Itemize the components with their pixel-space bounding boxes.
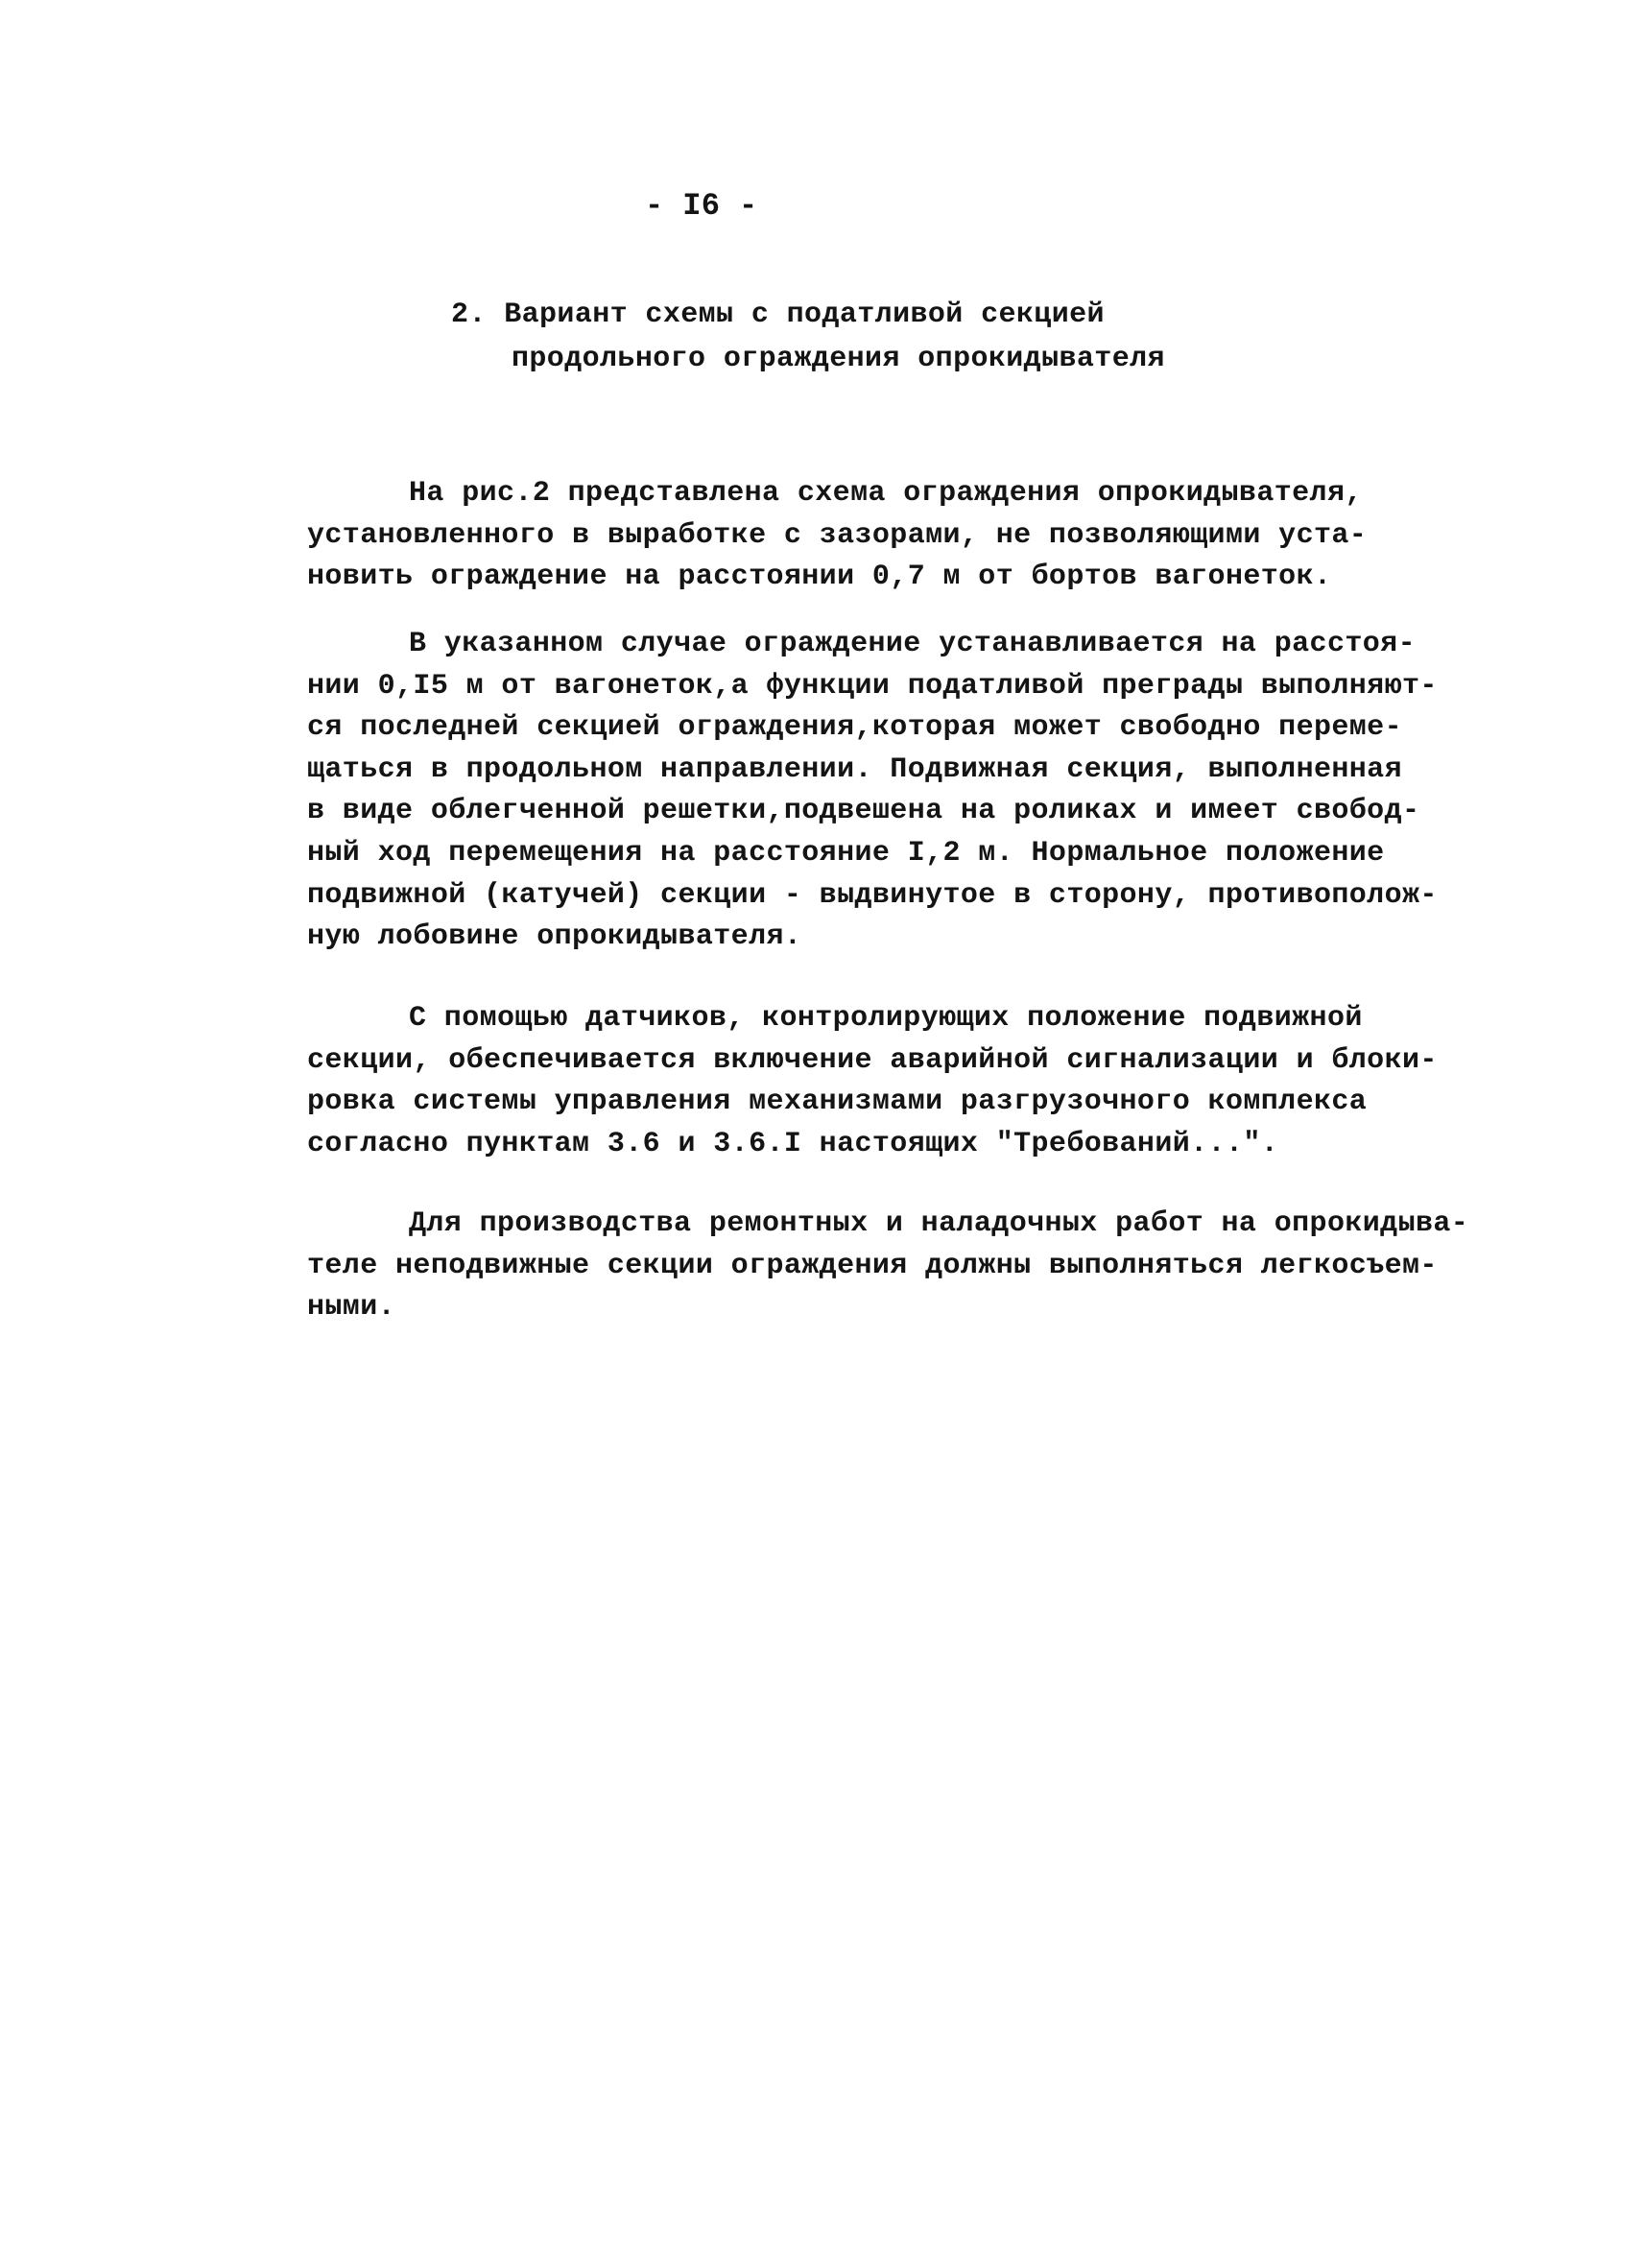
text-line: новить ограждение на расстоянии 0,7 м от бортов вагонеток. (307, 561, 1332, 594)
paragraph (307, 473, 1497, 599)
text-line: На рис.2 представлена схема ограждения опрокидывателя, (409, 477, 1363, 510)
text-line: теле неподвижные секции ограждения должны выполняться легкосъем- (307, 1249, 1438, 1282)
text-line: подвижной (катучей) секции - выдвинутое в сторону, противополож- (307, 878, 1438, 912)
paragraph (307, 1204, 1497, 1329)
text-line: ными. (307, 1291, 396, 1325)
paragraph (307, 998, 1497, 1165)
section-heading-line: продольного ограждения опрокидывателя (512, 343, 1165, 375)
page-number: - I6 - (645, 188, 758, 224)
text-line: нии 0,I5 м от вагонеток,а функции податливой преграды выполняют- (307, 669, 1438, 703)
paragraph (307, 624, 1497, 959)
text-line: установленного в выработке с зазорами, не позволяющими уста- (307, 518, 1368, 552)
section-heading (451, 293, 1165, 381)
text-line: ся последней секцией ограждения,которая может свободно переме- (307, 711, 1402, 745)
text-line: согласно пунктам 3.6 и 3.6.I настоящих "Требований...". (307, 1127, 1279, 1160)
text-line: ровка системы управления механизмами разгрузочного комплекса (307, 1086, 1368, 1119)
text-line: щаться в продольном направлении. Подвижная секция, выполненная (307, 752, 1402, 786)
text-line: ный ход перемещения на расстояние I,2 м. Нормальное положение (307, 836, 1385, 870)
text-line: В указанном случае ограждение устанавливается на расстоя- (409, 628, 1416, 660)
text-line: секции, обеспечивается включение аварийной сигнализации и блоки- (307, 1043, 1438, 1077)
text-line: ную лобовине опрокидывателя. (307, 920, 802, 954)
section-heading-line: 2. Вариант схемы с податливой секцией (451, 298, 1105, 331)
text-line: С помощью датчиков, контролирующих положение подвижной (409, 1002, 1363, 1035)
text-line: Для производства ремонтных и наладочных работ на опрокидыва- (409, 1207, 1469, 1240)
text-line: в виде облегченной решетки,подвешена на роликах и имеет свобод- (307, 795, 1420, 828)
